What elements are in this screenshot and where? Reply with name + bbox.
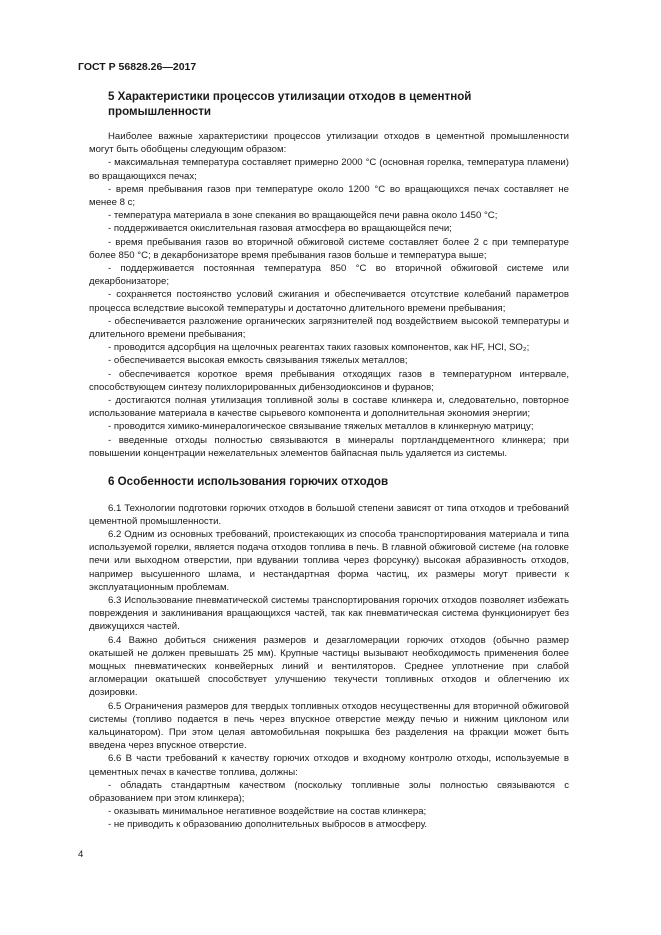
list-item: - обеспечивается разложение органических загрязнителей под воздействием высокой температуры и длительного времени пребывания;	[89, 315, 569, 341]
list-item: - обеспечивается короткое время пребывания отходящих газов в температурном интервале, способствующем синтезу полихлорированных дибензодиоксинов и фуранов;	[89, 368, 569, 393]
paragraph: 6.1 Технологии подготовки горючих отходов в большой степени зависят от типа отходов и требований цементной промышленности.	[89, 502, 569, 527]
list-item: - проводится адсорбция на щелочных реагентах таких газовых компонентов, как HF, HCl, SO₂;	[108, 342, 530, 354]
document-body	[89, 90, 569, 832]
paragraph: 6.4 Важно добиться снижения размеров и дезагломерации горючих отходов (обычно размер окатышей не должен превышать 25 мм). Крупные частицы вызывают необходимость применения более мощных пневматических конвейерных линий и вентиляторов. Среднее уплотнение при слабой агломерации окатышей способствует улучшению текучести топливных отходов и облегчению их дозировки.	[89, 634, 569, 699]
list-item: - введенные отходы полностью связываются в минералы портландцементного клинкера; при повышении концентрации нежелательных элементов байпасная пыль удаляется из системы.	[89, 434, 569, 459]
list-item: - обеспечивается высокая емкость связывания тяжелых металлов;	[108, 355, 408, 367]
list-item: - время пребывания газов при температуре около 1200 °С во вращающихся печах составляет не менее 8 с;	[89, 183, 569, 209]
document-header: ГОСТ Р 56828.26—2017	[78, 61, 197, 73]
list-item: - максимальная температура составляет примерно 2000 °С (основная горелка, температура пламени) во вращающихся печах;	[89, 157, 569, 182]
list-item: - время пребывания газов во вторичной обжиговой системе составляет более 2 с при температуре более 850 °С; в декарбонизаторе время пребывания газов больше и температура выше;	[89, 236, 569, 261]
paragraph: 6.2 Одним из основных требований, проистекающих из способа транспортирования материала и типа используемой горелки, является подача отходов топлива в печь. В главной обжиговой системе (на головке печи или выходном отверстии, при вдувании топлива через форсунку) высокая абразивность отходов, например высушенного шлама, и нестандартная форма частиц, их размеры могут привести к эксплуатационным проблемам.	[89, 528, 569, 593]
paragraph: 6.6 В части требований к качеству горючих отходов и входному контролю отходы, используемые в цементных печах в качестве топлива, должны:	[89, 753, 569, 778]
list-item: - достигаются полная утилизация топливной золы в составе клинкера и, следовательно, повторное использование материала в качестве сырьевого компонента и дополнительная экономия энергии;	[89, 395, 569, 420]
section-5-title: 5 Характеристики процессов утилизации отходов в цементной промышленности	[108, 90, 472, 118]
list-item: - температура материала в зоне спекания во вращающейся печи равна около 1450 °С;	[108, 210, 498, 222]
section-5-intro: Наиболее важные характеристики процессов утилизации отходов в цементной промышленности могут быть обобщены следующим образом:	[89, 131, 569, 156]
list-item: - обладать стандартным качеством (поскольку топливные золы полностью связываются с образованием при этом клинкера);	[89, 779, 569, 805]
list-item: - оказывать минимальное негативное воздействие на состав клинкера;	[108, 806, 427, 818]
list-item: - поддерживается окислительная газовая атмосфера во вращающейся печи;	[108, 223, 452, 235]
list-item: - сохраняется постоянство условий сжигания и обеспечивается отсутствие колебаний параметров процесса вследствие высокой температуры и достаточно длительного времени пребывания;	[89, 289, 569, 314]
list-item: - проводится химико-минералогическое связывание тяжелых металлов в клинкерную матрицу;	[108, 421, 534, 433]
paragraph: 6.3 Использование пневматической системы транспортирования горючих отходов позволяет избежать повреждения и заклинивания вращающихся частей, так как пневматическая система функционирует без движущихся частей.	[89, 595, 569, 633]
list-item: - не приводить к образованию дополнительных выбросов в атмосферу.	[108, 819, 428, 831]
section-6-title: 6 Особенности использования горючих отходов	[108, 475, 389, 489]
list-item: - поддерживается постоянная температура 850 °С во вторичной обжиговой системе или декарбонизаторе;	[89, 263, 569, 288]
paragraph: 6.5 Ограничения размеров для твердых топливных отходов несущественны для вторичной обжиговой системы (топливо подается в печь через впускное отверстие между печью и нижним циклоном или кальцинатором). При этом целая автомобильная покрышка без разделения на фракции может быть введена через впускное отверстие.	[89, 700, 569, 752]
page-number: 4	[78, 849, 84, 860]
